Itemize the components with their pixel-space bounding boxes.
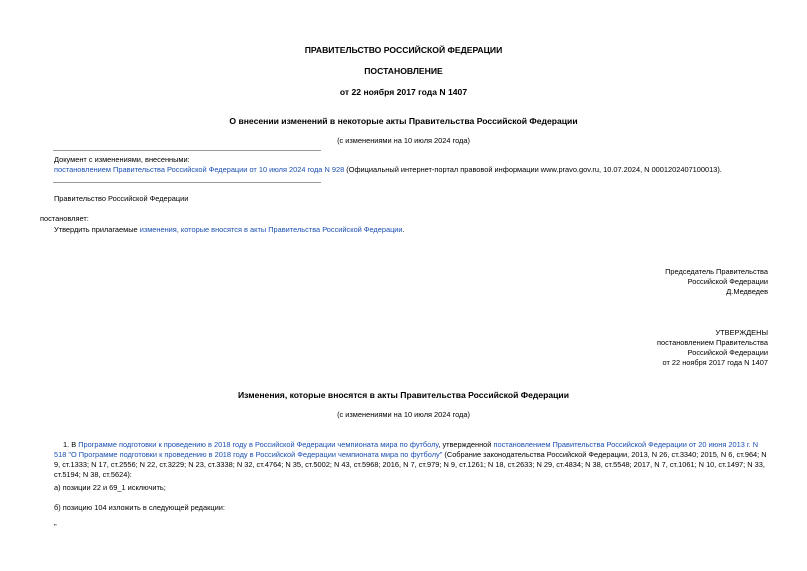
government-heading: ПРАВИТЕЛЬСТВО РОССИЙСКОЙ ФЕДЕРАЦИИ xyxy=(304,45,503,55)
document-type: ПОСТАНОВЛЕНИЕ xyxy=(364,66,443,76)
approved-label: УТВЕРЖДЕНЫ xyxy=(715,328,768,337)
paragraph-1-number: 1. В xyxy=(63,440,79,449)
signature-country: Российской Федерации xyxy=(687,276,768,286)
amend-decree-link[interactable]: постановлением Правительства Российской Федерации от 10 июля 2024 года N 928 xyxy=(54,164,345,174)
approve-paragraph xyxy=(54,225,770,235)
amend-box-bottom-rule xyxy=(53,182,321,183)
document-date: от 22 ноября 2017 года N 1407 xyxy=(339,87,468,97)
amend-box-top-rule xyxy=(53,150,321,151)
paragraph-1-mid: , утвержденной xyxy=(438,440,494,449)
item-a: а) позиции 22 и 69_1 исключить; xyxy=(54,483,166,492)
amend-box-intro: Документ с изменениями, внесенными: xyxy=(54,155,190,164)
amend-publication-info: (Официальный интернет-портал правовой информации www.pravo.gov.ru, 10.07.2024, N 0001202407100013). xyxy=(344,164,722,174)
amend-box xyxy=(54,155,770,175)
approved-block xyxy=(468,328,768,368)
approved-country: Российской Федерации xyxy=(687,347,768,357)
decides-line: постановляет: xyxy=(40,214,89,223)
amend-box-text xyxy=(54,165,770,175)
approved-by: постановлением Правительства xyxy=(657,337,768,347)
changes-revision-note: (с изменениями на 10 июля 2024 года) xyxy=(337,410,470,419)
signature-name: Д.Медведев xyxy=(726,286,768,296)
approve-prefix: Утвердить прилагаемые xyxy=(54,225,140,234)
item-b: б) позицию 104 изложить в следующей редакции: xyxy=(54,503,225,512)
signature-position: Председатель Правительства xyxy=(665,267,768,276)
program-link[interactable]: Программе подготовки к проведению в 2018 году в Российской Федерации чемпионата мира по футболу xyxy=(78,440,439,449)
changes-link[interactable]: изменения, которые вносятся в акты Правительства Российской Федерации xyxy=(139,225,403,234)
revision-note: (с изменениями на 10 июля 2024 года) xyxy=(337,136,470,145)
decree-518-link[interactable]: постановлением Правительства Российской Федерации от 20 июня 2013 г. N 518 "О Программе подготовки к проведению в 2018 году в Российской Федерации чемпионата мира по футболу" xyxy=(54,440,759,459)
document-title: О внесении изменений в некоторые акты Правительства Российской Федерации xyxy=(229,116,578,126)
changes-title: Изменения, которые вносятся в акты Правительства Российской Федерации xyxy=(237,390,569,400)
approve-suffix: . xyxy=(402,225,405,234)
paragraph-1-sources: (Собрание законодательства Российской Федерации, 2013, N 26, ст.3340; 2015, N 6, ст.964; N 9, ст.1333; N 17, ст.2556; N 22, ст.3229; N 23, ст.3338; N 32, ст.4764; N 35, ст.5002; N 43, ст.5968; 2016, N 7, ст.979; N 9, ст.1261; N 18, ст.2633; N 29, ст.4834; N 38, ст.5548; 2017, N 7, ст.1061; N 10, ст.1497; N 33, ст.5194; N 38, ст.5624): xyxy=(54,449,767,479)
signature-block xyxy=(468,267,768,297)
quote-mark: " xyxy=(54,522,57,531)
approved-date: от 22 ноября 2017 года N 1407 xyxy=(662,357,768,367)
government-line: Правительство Российской Федерации xyxy=(54,194,189,203)
paragraph-1 xyxy=(54,440,770,480)
